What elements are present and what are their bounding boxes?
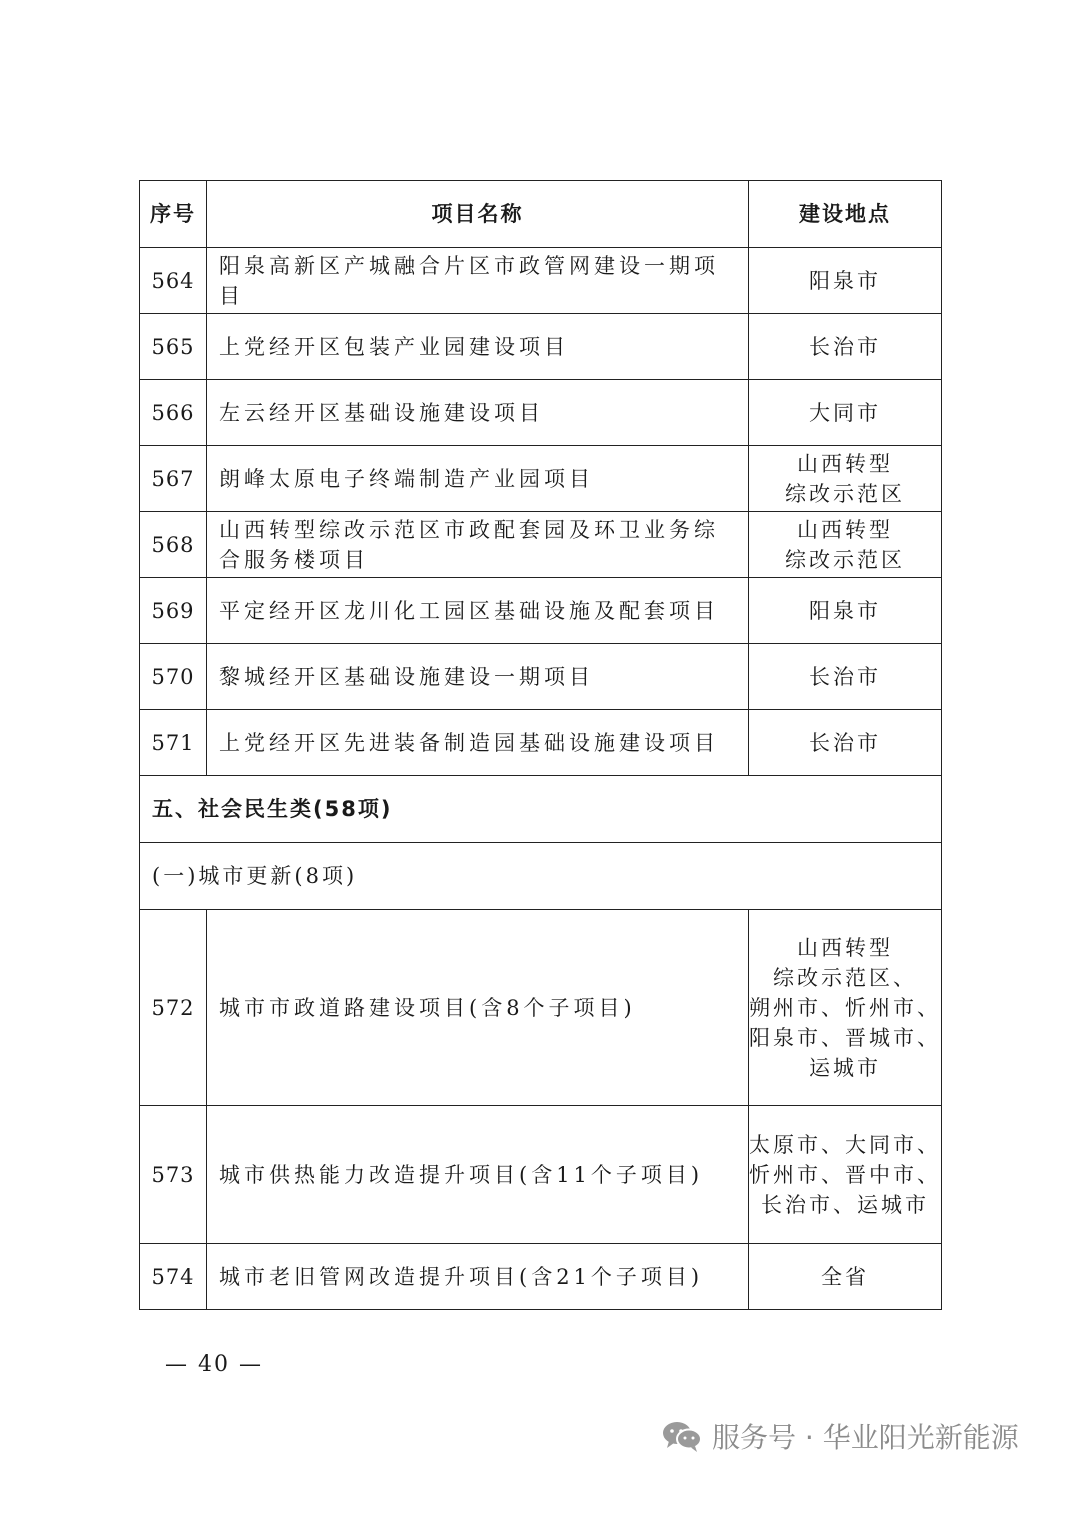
- location-line: 山西转型: [797, 451, 893, 476]
- location-line: 长治市、运城市: [761, 1192, 929, 1217]
- project-location: [749, 380, 942, 446]
- row-number: 565: [140, 314, 207, 380]
- header-name: 项目名称: [207, 181, 749, 248]
- location-line: 山西转型: [797, 935, 893, 960]
- subsection-row: [140, 843, 942, 910]
- project-table: [139, 180, 942, 1310]
- row-number: 568: [140, 512, 207, 578]
- header-no: 序号: [140, 181, 207, 248]
- project-name: 平定经开区龙川化工园区基础设施及配套项目: [207, 578, 749, 644]
- location-line: 山西转型: [797, 517, 893, 542]
- project-location: [749, 1244, 942, 1310]
- location-line: 长治市: [809, 730, 881, 755]
- table-row: [140, 710, 942, 776]
- project-location: [749, 512, 942, 578]
- table-row: [140, 1106, 942, 1244]
- table-row: [140, 446, 942, 512]
- table-row: [140, 1244, 942, 1310]
- project-location: [749, 578, 942, 644]
- project-name: 阳泉高新区产城融合片区市政管网建设一期项目: [207, 248, 749, 314]
- location-line: 阳泉市: [809, 268, 881, 293]
- header-location: 建设地点: [749, 181, 942, 248]
- project-name: 朗峰太原电子终端制造产业园项目: [207, 446, 749, 512]
- wechat-icon: [662, 1419, 702, 1453]
- row-number: 564: [140, 248, 207, 314]
- page-number: — 40 —: [165, 1352, 263, 1377]
- table-row: [140, 314, 942, 380]
- row-number: 567: [140, 446, 207, 512]
- location-line: 综改示范区: [785, 481, 905, 506]
- section-row: [140, 776, 942, 843]
- table-row: [140, 578, 942, 644]
- location-line: 阳泉市: [809, 598, 881, 623]
- watermark-text: 服务号 · 华业阳光新能源: [712, 1421, 1019, 1454]
- project-name: 上党经开区包装产业园建设项目: [207, 314, 749, 380]
- table-body: [140, 248, 942, 1310]
- project-name: 左云经开区基础设施建设项目: [207, 380, 749, 446]
- location-line: 运城市: [809, 1055, 881, 1080]
- project-location: [749, 248, 942, 314]
- row-number: 569: [140, 578, 207, 644]
- project-location: [749, 314, 942, 380]
- location-line: 长治市: [809, 334, 881, 359]
- project-location: [749, 644, 942, 710]
- location-line: 长治市: [809, 664, 881, 689]
- table-row: [140, 644, 942, 710]
- location-line: 大同市: [809, 400, 881, 425]
- project-location: [749, 446, 942, 512]
- project-name: 城市市政道路建设项目(含8个子项目): [207, 910, 749, 1106]
- row-number: 572: [140, 910, 207, 1106]
- location-line: 阳泉市、晋城市、: [749, 1025, 941, 1050]
- table-row: [140, 910, 942, 1106]
- table-header-row: [140, 181, 942, 248]
- row-number: 570: [140, 644, 207, 710]
- watermark: [662, 1416, 1019, 1456]
- location-line: 全省: [821, 1264, 869, 1289]
- table-row: [140, 248, 942, 314]
- table-row: [140, 512, 942, 578]
- location-line: 太原市、大同市、: [749, 1132, 941, 1157]
- project-name: 城市老旧管网改造提升项目(含21个子项目): [207, 1244, 749, 1310]
- location-line: 综改示范区: [785, 547, 905, 572]
- project-name: 山西转型综改示范区市政配套园及环卫业务综合服务楼项目: [207, 512, 749, 578]
- location-line: 朔州市、忻州市、: [749, 995, 941, 1020]
- project-location: [749, 710, 942, 776]
- location-line: 综改示范区、: [773, 965, 917, 990]
- row-number: 574: [140, 1244, 207, 1310]
- row-number: 571: [140, 710, 207, 776]
- row-number: 566: [140, 380, 207, 446]
- project-name: 上党经开区先进装备制造园基础设施建设项目: [207, 710, 749, 776]
- project-location: [749, 910, 942, 1106]
- location-line: 忻州市、晋中市、: [749, 1162, 941, 1187]
- project-location: [749, 1106, 942, 1244]
- project-name: 城市供热能力改造提升项目(含11个子项目): [207, 1106, 749, 1244]
- section-title: 五、社会民生类(58项): [140, 776, 942, 843]
- row-number: 573: [140, 1106, 207, 1244]
- table-row: [140, 380, 942, 446]
- subsection-title: (一)城市更新(8项): [140, 843, 942, 910]
- project-name: 黎城经开区基础设施建设一期项目: [207, 644, 749, 710]
